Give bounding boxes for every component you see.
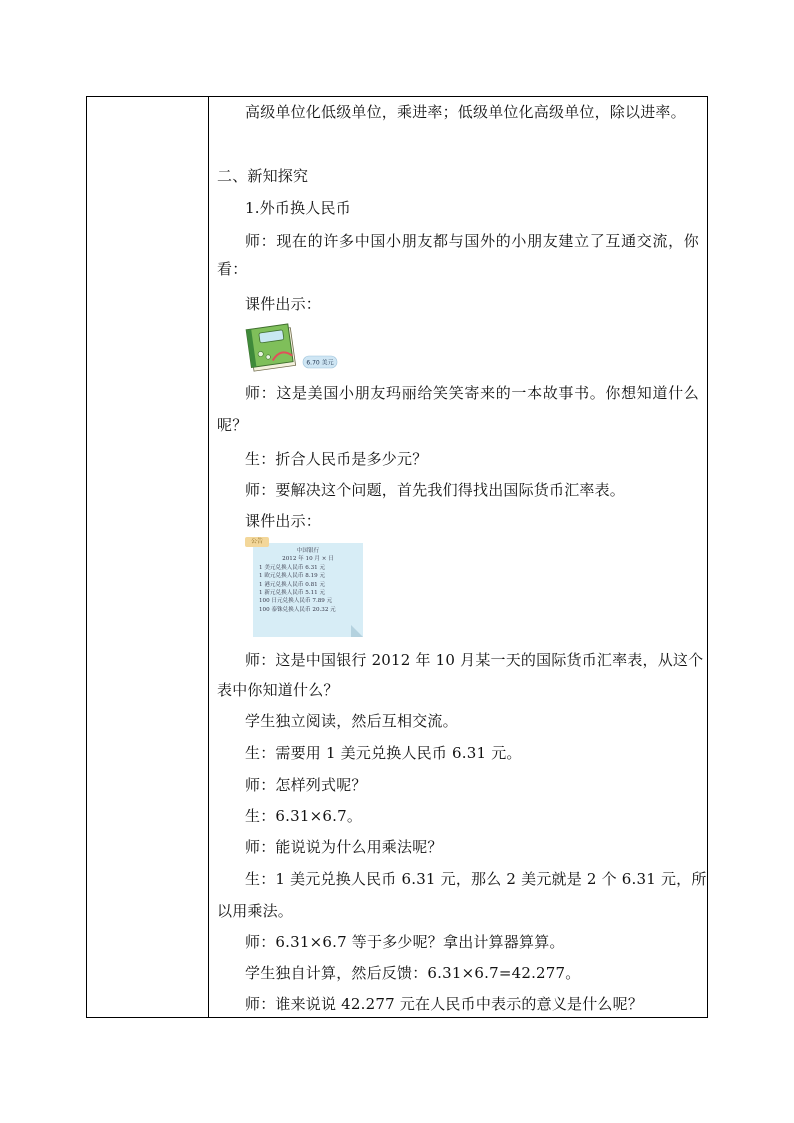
- subsection-heading: 1.外币换人民币: [245, 199, 351, 217]
- left-column-cell: [87, 97, 209, 1017]
- lesson-table: [86, 96, 708, 1018]
- page-curl: [351, 625, 363, 637]
- section-heading: 二、新知探究: [217, 167, 309, 185]
- text-line-teacher-4a: 师：这是中国银行 2012 年 10 月某一天的国际货币汇率表，从这个: [245, 651, 704, 669]
- rate-card-text: [259, 547, 357, 614]
- text-line-teacher-1b: 看：: [217, 260, 248, 278]
- storybook-image: [245, 322, 357, 372]
- text-line-teacher-8: 师：谁来说说 42.277 元在人民币中表示的意义是什么呢？: [245, 995, 644, 1013]
- text-line-activity-1: 学生独立阅读，然后互相交流。: [245, 712, 458, 730]
- text-line-student-4b: 以用乘法。: [217, 902, 294, 920]
- rate-row: 100 日元兑换人民币 7.89 元: [259, 598, 333, 605]
- rate-card-date: 2012 年 10 月 × 日: [282, 556, 334, 563]
- exchange-rate-card-image: [245, 537, 367, 639]
- text-line-teacher-4b: 表中你知道什么？: [217, 681, 339, 699]
- text-line-student-2: 生：需要用 1 美元兑换人民币 6.31 元。: [245, 744, 522, 762]
- text-line-student-1: 生：折合人民币是多少元？: [245, 450, 428, 468]
- right-column-cell: [209, 97, 707, 1017]
- rate-row: 1 美元兑换人民币 6.31 元: [259, 564, 326, 571]
- text-line-student-4a: 生：1 美元兑换人民币 6.31 元，那么 2 美元就是 2 个 6.31 元，所: [245, 870, 707, 888]
- rate-row: 1 港元兑换人民币 0.81 元: [259, 581, 326, 588]
- text-line-1: 高级单位化低级单位，乘进率；低级单位化高级单位，除以进率。: [245, 103, 686, 121]
- text-line-teacher-6: 师：能说说为什么用乘法呢？: [245, 838, 443, 856]
- notice-tag: 公告: [245, 537, 269, 547]
- text-line-teacher-3: 师：要解决这个问题，首先我们得找出国际货币汇率表。: [245, 481, 626, 499]
- text-line-teacher-2b: 呢？: [217, 416, 248, 434]
- price-tag-label: 6.70 美元: [306, 359, 334, 367]
- text-line-teacher-2a: 师：这是美国小朋友玛丽给笑笑寄来的一本故事书。你想知道什么: [245, 384, 699, 402]
- text-line-teacher-7: 师：6.31×6.7 等于多少呢？拿出计算器算算。: [245, 933, 565, 951]
- text-line-student-3: 生：6.31×6.7。: [245, 807, 363, 825]
- text-line-courseware-2: 课件出示：: [245, 512, 322, 530]
- rate-row: 1 欧元兑换人民币 8.19 元: [259, 573, 326, 580]
- text-line-teacher-5: 师：怎样列式呢？: [245, 776, 367, 794]
- rate-row: 100 泰铢兑换人民币 20.32 元: [259, 606, 336, 613]
- rate-row: 1 新元兑换人民币 5.11 元: [259, 590, 326, 597]
- text-line-teacher-1a: 师：现在的许多中国小朋友都与国外的小朋友建立了互通交流，你: [245, 232, 699, 250]
- text-line-courseware-1: 课件出示：: [245, 295, 322, 313]
- text-line-activity-2: 学生独自计算，然后反馈：6.31×6.7=42.277。: [245, 964, 581, 982]
- rate-card-title: 中国银行: [296, 548, 320, 554]
